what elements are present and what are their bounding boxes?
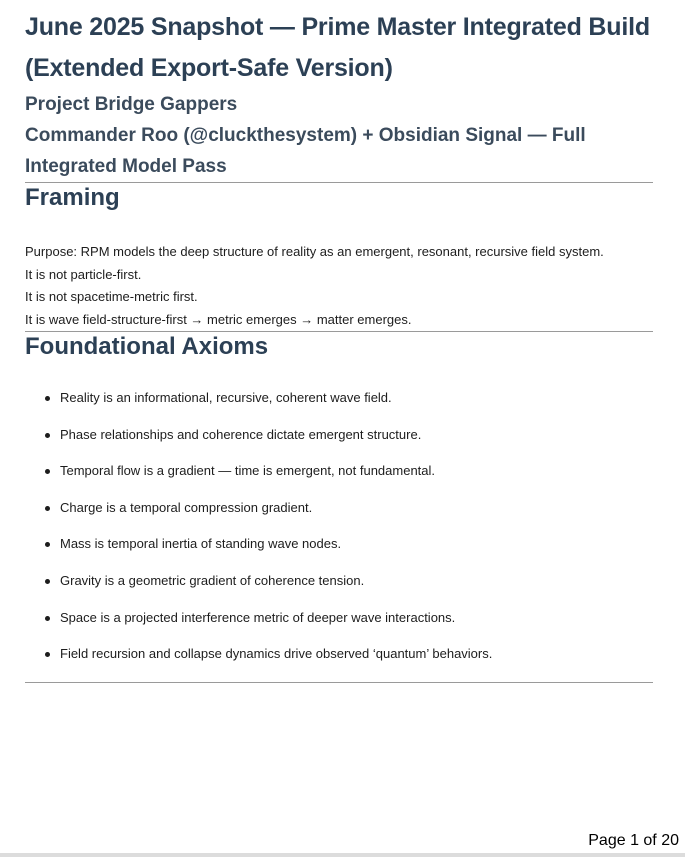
bullet-icon (45, 579, 50, 584)
list-item (25, 535, 653, 553)
list-item (25, 609, 653, 627)
axiom-text: Charge is a temporal compression gradient. (60, 499, 313, 515)
framing-heading: Framing (25, 184, 120, 211)
bullet-icon (45, 616, 50, 621)
axioms-list (25, 389, 653, 663)
list-item (25, 645, 653, 663)
axiom-text: Field recursion and collapse dynamics drive observed ‘quantum’ behaviors. (60, 646, 493, 662)
bullet-icon (45, 652, 50, 657)
project-name: Project Bridge Gappers (25, 94, 238, 115)
framing-line: Purpose: RPM models the deep structure of reality as an emergent, resonant, recursive field system. (25, 244, 604, 259)
list-item (25, 389, 653, 407)
framing-line: It is not spacetime-metric first. (25, 289, 198, 304)
framing-line: It is not particle-first. (25, 266, 142, 282)
axiom-text: Temporal flow is a gradient — time is emergent, not fundamental. (60, 463, 436, 479)
bullet-icon (45, 396, 50, 401)
list-item (25, 426, 653, 444)
authors-line: Commander Roo (@cluckthesystem) + Obsidian Signal — Full Integrated Model Pass (25, 125, 586, 177)
axiom-text: Phase relationships and coherence dictate emergent structure. (60, 426, 422, 442)
divider (25, 682, 653, 683)
bullet-icon (45, 433, 50, 438)
document-title: June 2025 Snapshot — Prime Master Integrated Build (Extended Export-Safe Version) (25, 13, 650, 82)
axioms-heading: Foundational Axioms (25, 333, 269, 360)
framing-line: It is wave field-structure-first → metric emerges → matter emerges. (25, 311, 412, 327)
list-item (25, 572, 653, 590)
page-bottom-edge (0, 853, 685, 857)
bullet-icon (45, 506, 50, 511)
axiom-text: Mass is temporal inertia of standing wave nodes. (60, 536, 342, 552)
axiom-text: Gravity is a geometric gradient of coherence tension. (60, 572, 365, 588)
framing-paragraph (25, 241, 653, 331)
document-content (25, 0, 653, 683)
list-item (25, 462, 653, 480)
axiom-text: Reality is an informational, recursive, coherent wave field. (60, 390, 392, 405)
axiom-text: Space is a projected interference metric of deeper wave interactions. (60, 609, 456, 625)
list-item (25, 499, 653, 517)
bullet-icon (45, 469, 50, 474)
bullet-icon (45, 542, 50, 547)
page-number: Page 1 of 20 (588, 832, 679, 849)
